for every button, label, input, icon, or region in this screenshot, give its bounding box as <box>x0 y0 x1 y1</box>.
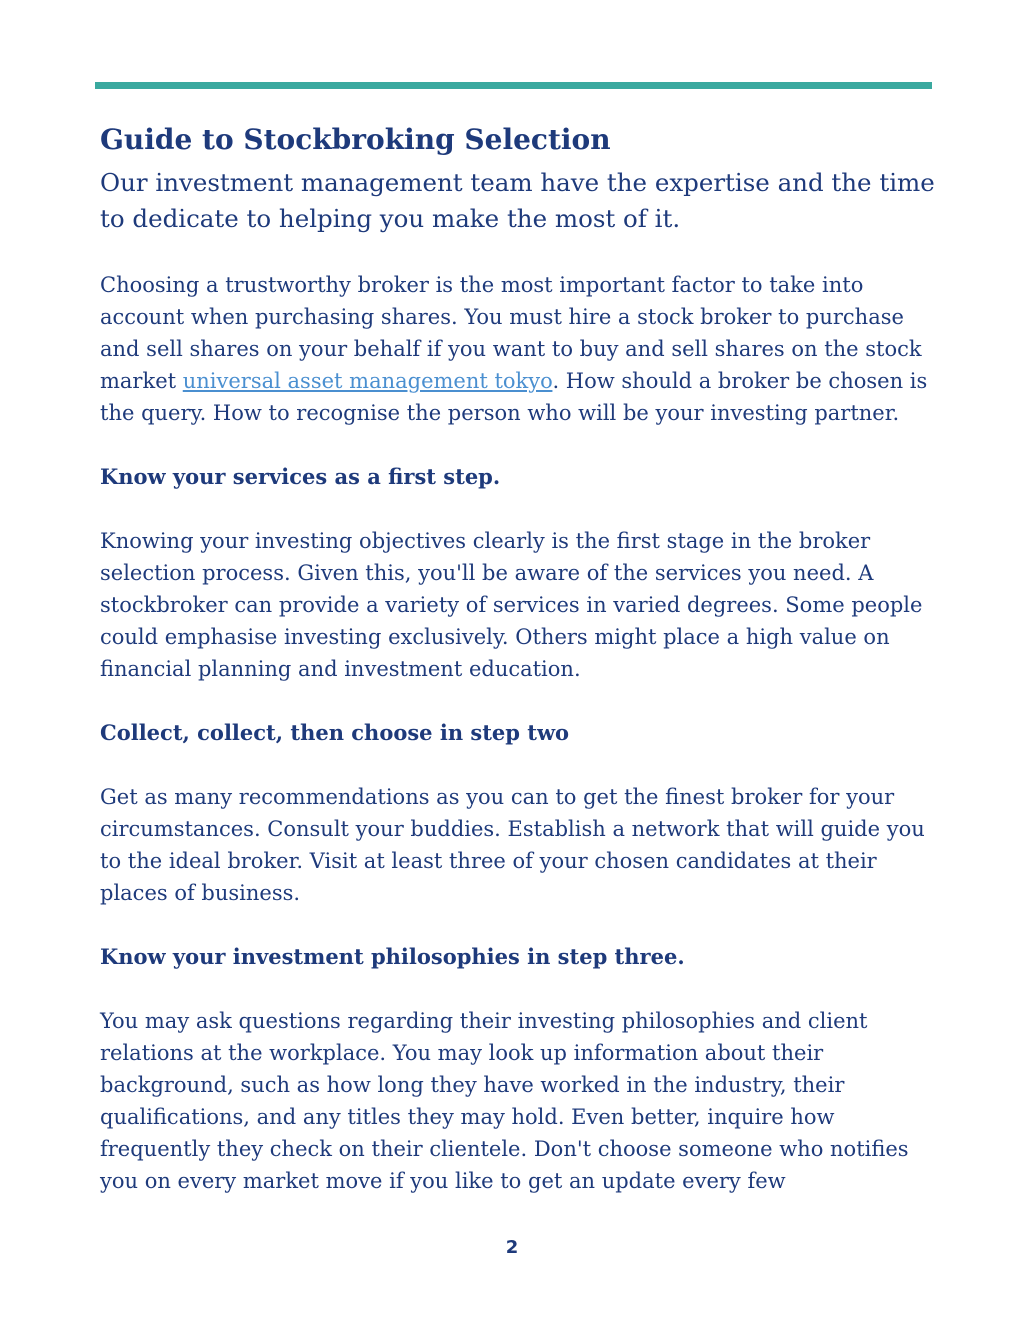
universal-asset-management-link[interactable]: universal asset management tokyo <box>182 369 553 393</box>
section-body-step-three: You may ask questions regarding their investing philosophies and client relations at the workplace. You may look up information about their background, such as how long they have worked in the industry, their qualifications, and any titles they may hold. Even better, inquire how frequently they check on their clientele. Don't choose someone who notifies you on every market move if you like to get an update every few <box>100 1009 909 1193</box>
subtitle: Our investment management team have the expertise and the time to dedicate to helping you make the most of it. <box>100 168 935 233</box>
section-body-step-two: Get as many recommendations as you can to get the finest broker for your circumstances. Consult your buddies. Establish a network that will guide you to the ideal broker. Visit at least three of your chosen candidates at their places of business. <box>100 785 925 905</box>
section-heading-step-one: Know your services as a first step. <box>100 464 501 489</box>
page-number: 2 <box>505 1237 519 1258</box>
top-accent-rule <box>95 82 932 89</box>
intro-text-before-link: Choosing a trustworthy broker is the most important factor to take into account when purchasing shares. You must hire a stock broker to purchase and sell shares on your behalf if you want to buy and sell shares on the stock market <box>100 273 922 393</box>
document-body <box>100 118 940 1197</box>
intro-paragraph <box>100 269 940 429</box>
intro-text-after-link: . How should a broker be chosen is the query. How to recognise the person who will be your investing partner. <box>100 369 928 425</box>
section-heading-step-three: Know your investment philosophies in step three. <box>100 944 685 969</box>
section-body-step-one: Knowing your investing objectives clearly is the first stage in the broker selection process. Given this, you'll be aware of the services you need. A stockbroker can provide a variety of services in varied degrees. Some people could emphasise investing exclusively. Others might place a high value on financial planning and investment education. <box>100 529 923 681</box>
page-title: Guide to Stockbroking Selection <box>100 123 611 156</box>
section-heading-step-two: Collect, collect, then choose in step two <box>100 720 570 745</box>
